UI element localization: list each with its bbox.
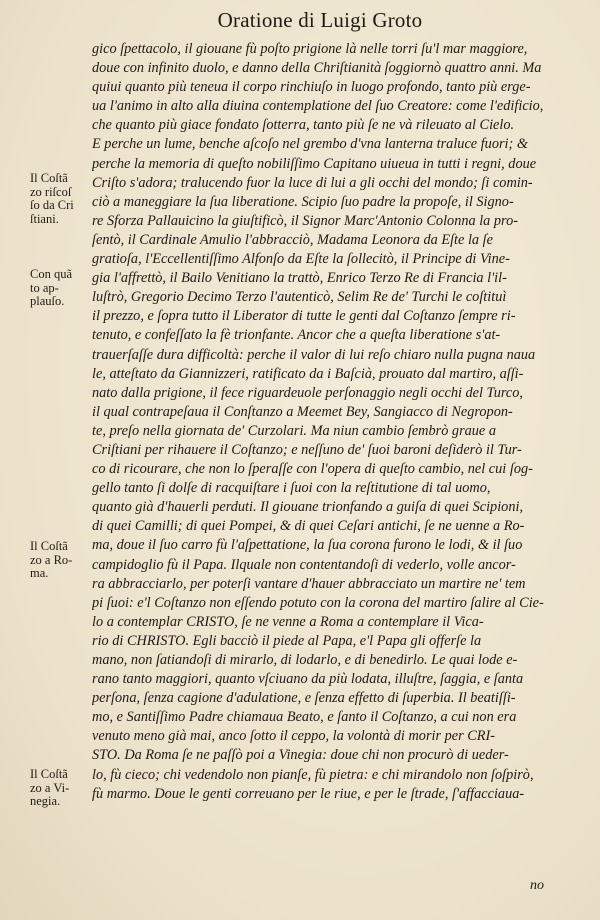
margin-note-roma (30, 540, 92, 581)
text-line: venuto meno già mai, anco ſotto il ceppo, la volontà di morir per CRI- (92, 728, 496, 745)
text-line: che quanto più giace fondato ſotterra, tanto più ſe ne và rileuato al Cielo. (92, 117, 515, 134)
text-line: quiui quanto più teneua il corpo rinchiuſo in luogo profondo, tanto più erge- (92, 79, 531, 96)
margin-note-vinegia (30, 768, 92, 809)
text-line: gello tanto ſi dolſe di racquiſtare i ſuoi con la reſtitutione di tal uomo, (92, 480, 491, 497)
text-line: tenuto, e confeſſato la fè trionfante. Ancor che a queſta liberatione s'at- (92, 327, 501, 344)
margin-note-line: ſo da Cri (30, 198, 74, 213)
text-line: perche la memoria di queſto nobiliſſimo Capitano uiueua in tutti i regni, doue (92, 155, 537, 172)
catchword: no (530, 878, 544, 893)
text-line: gia l'affrettò, il Bailo Venitiano la trattò, Enrico Terzo Re di Francia l'il- (92, 270, 507, 287)
text-line: lo a contemplar CRISTO, ſe ne venne a Roma a contemplare il Vica- (92, 613, 484, 630)
text-line: mo, e Santiſſimo Padre chiamaua Beato, e ſanto il Coſtanzo, a cui non era (92, 709, 517, 726)
text-line: gico ſpettacolo, il giouane fù poſto prigione là nelle torri ſu'l mar maggiore, (92, 41, 528, 57)
text-line: ra abbracciarlo, per poterſi vantare d'hauer abbracciato un martire ne' tem (92, 575, 526, 592)
margin-note-line: zo a Vi- (30, 780, 70, 795)
margin-note-line: Il Coſtã (30, 539, 68, 553)
text-line: luſtrò, Gregorio Decimo Terzo l'autenticò, Selim Re de' Turchi le coſtituì (92, 289, 507, 306)
text-line: le, atteſtato da Giannizzeri, ratificato da i Baſcià, prouato dal martiro, aſſi- (92, 365, 524, 382)
text-line: perſona, ſenza cagione d'adulatione, e ſenza effetto di ſuperbia. Il beatiſſi- (92, 690, 516, 707)
text-line: mano, non ſatiandoſi di mirarlo, di lodarlo, e di benedirlo. Le quai lode e- (92, 652, 518, 668)
text-line: re Sforza Pallauicino la giuſtificò, il Signor Marc'Antonio Colonna la pro- (92, 212, 518, 229)
text-line: trauerſaſſe dura difficoltà: perche il valor di lui reſo chiaro nulla pugna naua (92, 346, 536, 363)
text-line: ciò a maneggiare la ſua liberatione. Scipio ſuo padre la propoſe, il Signo- (92, 193, 514, 210)
text-line: fù marmo. Doue le genti correuano per le riue, e per le ſtrade, ſ'affacciaua- (92, 785, 525, 802)
page-title: Oratione di Luigi Groto (217, 8, 423, 32)
text-line: E perche un lume, benche aſcoſo nel grembo d'vna lanterna traluce fuori; & (92, 136, 528, 153)
margin-note-applauso (30, 268, 92, 309)
text-line: campidoglio fù il Papa. Ilquale non contentandoſi di vederlo, volle ancor- (92, 556, 516, 573)
margin-note-line: zo riſcoſ (30, 184, 72, 199)
margin-note-line: ſtiani. (30, 211, 59, 226)
text-line: di quei Camilli; di quei Pompei, & di quei Ceſari antichi, ſe ne uenne a Ro- (92, 518, 525, 535)
text-line: gratioſa, l'Eccellentiſſimo Alfonſo da Eſte la ſollecitò, il Principe di Vine- (92, 251, 510, 268)
text-line: rano tanto maggiori, quanto vſciuano da più lodata, illuſtre, ſaggia, e ſanta (92, 671, 524, 688)
text-line: ma, doue il ſuo carro fù l'aſpettatione, la ſua corona furono le lodi, & il ſuo (92, 537, 523, 554)
running-header (0, 8, 600, 33)
text-line: te, preſo nella giornata de' Curzolari. Ma niun cambio ſembrò graue a (92, 422, 497, 439)
text-line: il qual contrapeſaua il Conſtanzo a Meemet Bey, Sangiacco di Negropon- (92, 403, 513, 420)
margin-note-line: Il Coſtã (30, 767, 68, 781)
text-line: ſentò, il Cardinale Amulio l'abbracciò, Madama Leonora da Eſte la ſe (92, 231, 493, 248)
margin-note-line: zo a Ro- (30, 552, 73, 567)
margin-note-line: negia. (30, 794, 61, 809)
margin-note-line: ma. (30, 566, 49, 581)
oration-body-text (92, 40, 576, 804)
margin-note-line: plauſo. (30, 294, 65, 309)
text-line: Criſtiani per rihauere il Coſtanzo; e neſſuno de' ſuoi baroni deſiderò il Tur- (92, 441, 522, 458)
text-line: nato dalla prigione, il fece riguardeuole perſonaggio negli occhi del Turco, (92, 384, 523, 401)
text-line: il prezzo, e ſopra tutto il Liberator di tutte le genti dal Coſtanzo ſempre ri- (92, 308, 516, 325)
text-line: quanto già d'hauerli perduti. Il giouane trionfando a guiſa di quei Scipioni, (92, 499, 524, 516)
margin-note-line: Il Coſtã (30, 171, 68, 185)
text-line: ua l'animo in alto alla diuina contemplatione del ſuo Creatore: come l'edificio, (92, 98, 544, 115)
text-line: pi ſuoi: e'l Coſtanzo non eſſendo potuto con la corona del martiro ſalire al Cie- (92, 594, 544, 611)
margin-note-riscosso (30, 172, 92, 226)
text-line: doue con infinito duolo, e danno della Chriſtianità ſoggiornò quattro anni. Ma (92, 60, 542, 77)
text-line: co di ricourare, che non lo ſperaſſe con l'opera di queſto cambio, nel cui ſog- (92, 461, 533, 478)
text-line: rio di CHRISTO. Egli bacciò il piede al Papa, e'l Papa gli offerſe la (92, 632, 482, 649)
text-line: Criſto s'adora; tralucendo fuor la luce di lui a gli occhi del mondo; ſi comin- (92, 174, 533, 191)
margin-note-line: Con quã (30, 267, 73, 281)
text-line: STO. Da Roma ſe ne paſſò poi a Vinegia: doue chi non procurò di ueder- (92, 747, 509, 764)
margin-note-line: to ap- (30, 280, 59, 295)
text-line: lo, fù cieco; chi vedendolo non pianſe, fù pietra: e chi mirandolo non ſoſpirò, (92, 766, 534, 783)
